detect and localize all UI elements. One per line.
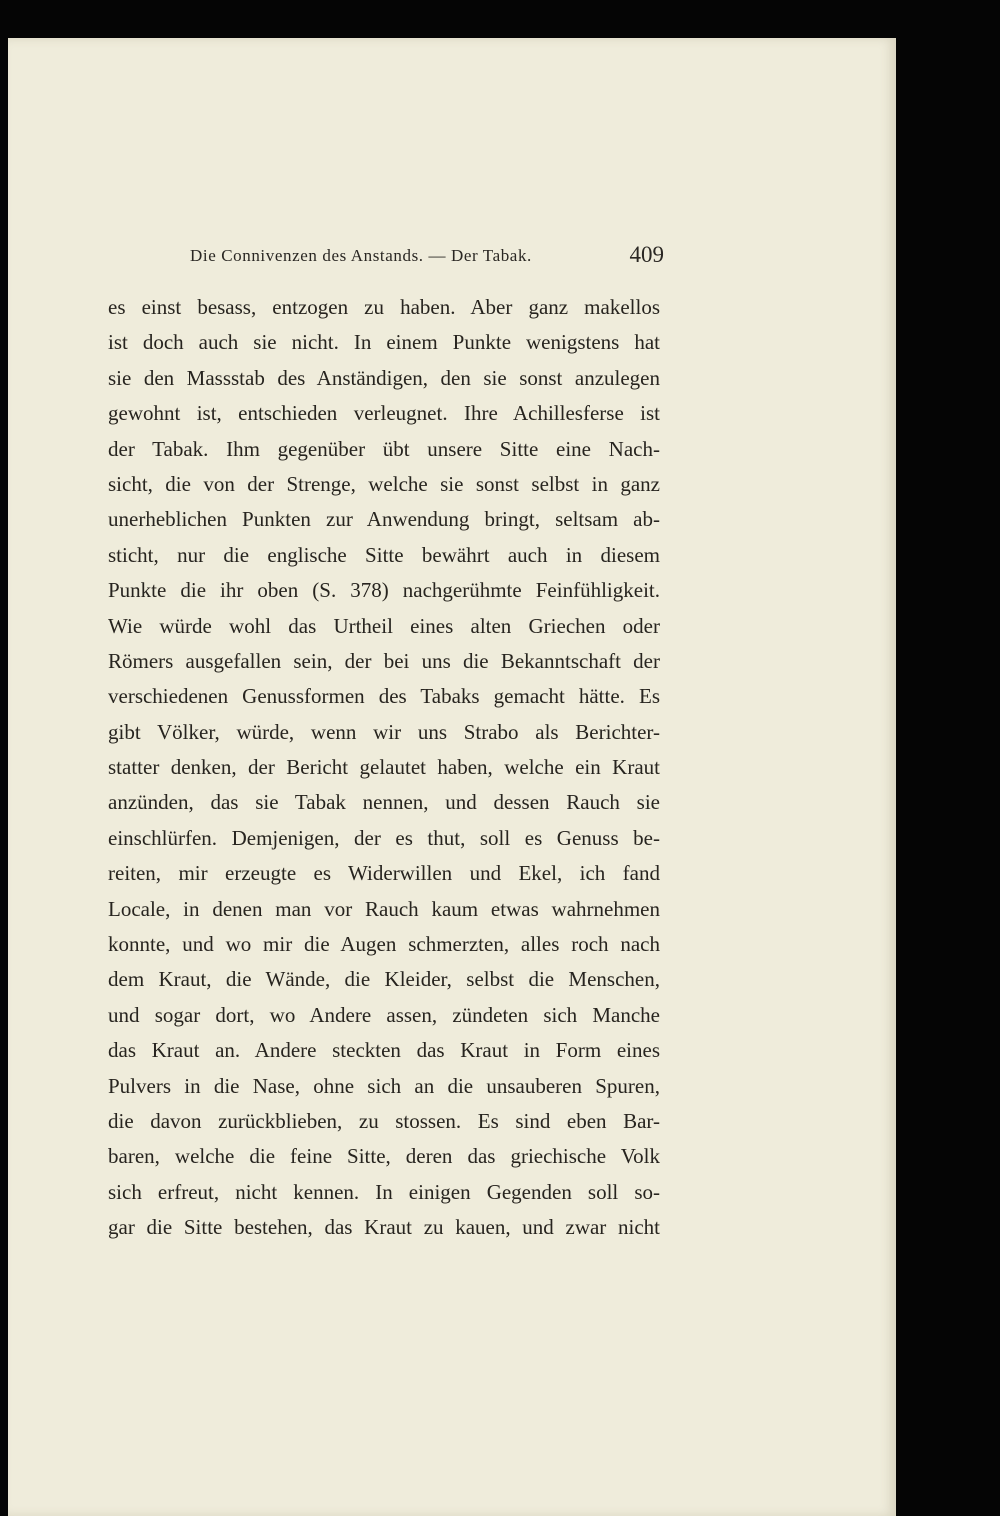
text-line: sie den Massstab des Anständigen, den sie sonst anzulegen — [108, 365, 660, 390]
text-line: es einst besass, entzogen zu haben. Aber ganz makellos — [108, 295, 660, 319]
text-line: unerheblichen Punkten zur Anwendung bringt, seltsam ab- — [108, 507, 660, 532]
text-line: Pulvers in die Nase, ohne sich an die unsauberen Spuren, — [108, 1073, 660, 1098]
text-line: sticht, nur die englische Sitte bewährt auch in diesem — [108, 542, 660, 567]
text-line: gibt Völker, würde, wenn wir uns Strabo als Berichter- — [108, 719, 660, 744]
text-line: statter denken, der Bericht gelautet haben, welche ein Kraut — [108, 755, 660, 780]
text-line: einschlürfen. Demjenigen, der es thut, soll es Genuss be- — [108, 825, 660, 850]
text-line: ist doch auch sie nicht. In einem Punkte wenigstens hat — [108, 330, 660, 355]
body-text — [108, 290, 660, 1246]
text-line: die davon zurückblieben, zu stossen. Es sind eben Bar- — [108, 1108, 660, 1133]
text-line: reiten, mir erzeugte es Widerwillen und Ekel, ich fand — [108, 861, 660, 886]
text-line: verschiedenen Genussformen des Tabaks gemacht hätte. Es — [108, 684, 660, 709]
text-line: Locale, in denen man vor Rauch kaum etwas wahrnehmen — [108, 896, 660, 921]
text-line: konnte, und wo mir die Augen schmerzten, alles roch nach — [108, 932, 660, 957]
text-line: Römers ausgefallen sein, der bei uns die Bekanntschaft der — [108, 648, 660, 673]
text-line: sicht, die von der Strenge, welche sie sonst selbst in ganz — [108, 471, 660, 496]
text-line: Punkte die ihr oben (S. 378) nachgerühmte Feinfühligkeit. — [108, 578, 660, 603]
text-line: anzünden, das sie Tabak nennen, und dessen Rauch sie — [108, 790, 660, 815]
page-number: 409 — [629, 242, 664, 267]
text-line: der Tabak. Ihm gegenüber übt unsere Sitte eine Nach- — [108, 436, 660, 461]
book-page — [8, 38, 896, 1516]
text-line: das Kraut an. Andere steckten das Kraut in Form eines — [108, 1038, 660, 1063]
running-title: Die Connivenzen des Anstands. — Der Tabak. — [190, 246, 532, 265]
text-line: gar die Sitte bestehen, das Kraut zu kauen, und zwar nicht — [108, 1215, 660, 1240]
text-line: Wie würde wohl das Urtheil eines alten Griechen oder — [108, 613, 660, 638]
text-line: und sogar dort, wo Andere assen, zündeten sich Manche — [108, 1002, 660, 1027]
text-line: dem Kraut, die Wände, die Kleider, selbst die Menschen, — [108, 967, 660, 992]
text-line: sich erfreut, nicht kennen. In einigen Gegenden soll so- — [108, 1179, 660, 1204]
running-head — [190, 242, 664, 276]
text-line: baren, welche die feine Sitte, deren das griechische Volk — [108, 1144, 660, 1169]
text-line: gewohnt ist, entschieden verleugnet. Ihre Achillesferse ist — [108, 401, 660, 426]
